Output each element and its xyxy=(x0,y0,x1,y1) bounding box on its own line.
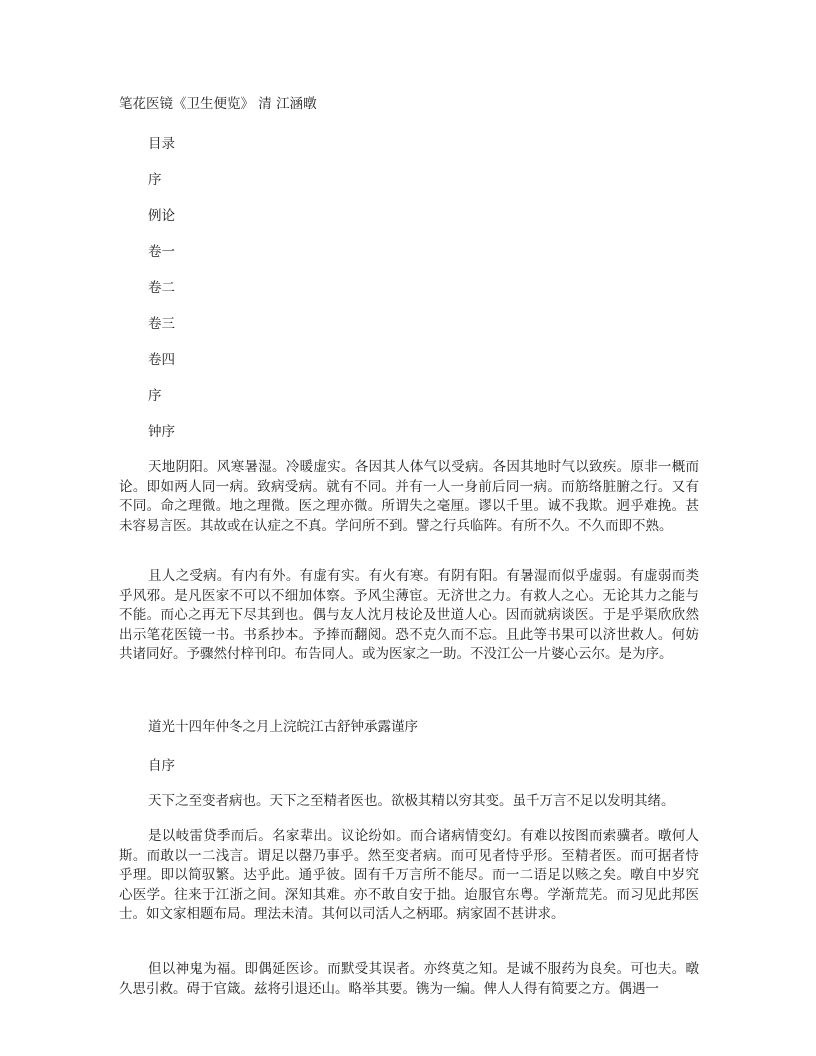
document-title: 笔花医镜《卫生便览》 清 江涵暾 xyxy=(119,96,317,112)
toc-item-general-remarks: 例论 xyxy=(148,208,175,224)
zhong-preface-signature: 道光十四年仲冬之月上浣皖江古舒钟承露谨序 xyxy=(148,719,418,735)
section-heading-preface: 序 xyxy=(148,388,162,404)
zhong-preface-paragraph-1: 天地阴阳。风寒暑湿。冷暖虚实。各因其人体气以受病。各因其地时气以致疾。原非一概而论。即如两人同一病。致病受病。就有不同。并有一人一身前后同一病。而筋络脏腑之行。又有不同。命之理微。地之理微。医之理亦微。所谓失之毫厘。谬以千里。诚不我欺。迥乎难挽。甚未容易言医。其故或在认症之不真。学问所不到。譬之行兵临阵。有所不久。不久而即不熟。 xyxy=(119,459,699,534)
toc-item-volume-3: 卷三 xyxy=(148,316,175,332)
self-preface-paragraph-2: 是以岐雷贷季而后。名家辈出。议论纷如。而合诸病情变幻。有难以按图而索骥者。暾何人斯。而敢以一二浅言。谓足以罄乃事乎。然至变者病。而可见者恃乎形。至精者医。而可据者恃乎理。即以简驭繁。达乎此。通乎彼。固有千万言所不能尽。而一二语足以赅之矣。暾自中岁究心医学。往来于江浙之间。深知其难。亦不敢自安于拙。迨服官东粤。学渐荒芜。而习见此邦医士。如文家相题布局。理法未清。其何以司活人之柄耶。病家固不甚讲求。 xyxy=(119,828,699,923)
zhong-preface-paragraph-2: 且人之受病。有内有外。有虚有实。有火有寒。有阴有阳。有暑湿而似乎虚弱。有虚弱而类乎风邪。是凡医家不可以不细加体察。予风尘薄宦。无济世之力。有救人之心。无论其力之能与不能。而心之再无下尽其到也。偶与友人沈月枝论及世道人心。因而就病谈医。于是乎渠欣欣然出示笔花医镜一书。书系抄本。予捧而翻阅。恐不克久而不忘。且此等书果可以济世救人。何妨共诸同好。予骤然付梓刊印。布告同人。或为医家之一助。不没江公一片婆心云尔。是为序。 xyxy=(119,568,699,663)
toc-item-contents: 目录 xyxy=(148,136,175,152)
self-preface-paragraph-1: 天下之至变者病也。天下之至精者医也。欲极其精以穷其变。虽千万言不足以发明其绪。 xyxy=(148,793,675,809)
toc-item-preface: 序 xyxy=(148,172,162,188)
toc-item-volume-1: 卷一 xyxy=(148,244,175,260)
self-preface-paragraph-3: 但以神鬼为福。即偶延医诊。而默受其误者。亦终莫之知。是诚不服药为良矣。可也夫。暾久思引救。碍于官箴。兹将引退还山。略举其要。镌为一编。俾人人得有简要之方。偶遇一 xyxy=(119,961,699,997)
section-heading-zhong-preface: 钟序 xyxy=(148,424,175,440)
toc-item-volume-2: 卷二 xyxy=(148,280,175,296)
toc-item-volume-4: 卷四 xyxy=(148,352,175,368)
section-heading-self-preface: 自序 xyxy=(148,758,175,774)
